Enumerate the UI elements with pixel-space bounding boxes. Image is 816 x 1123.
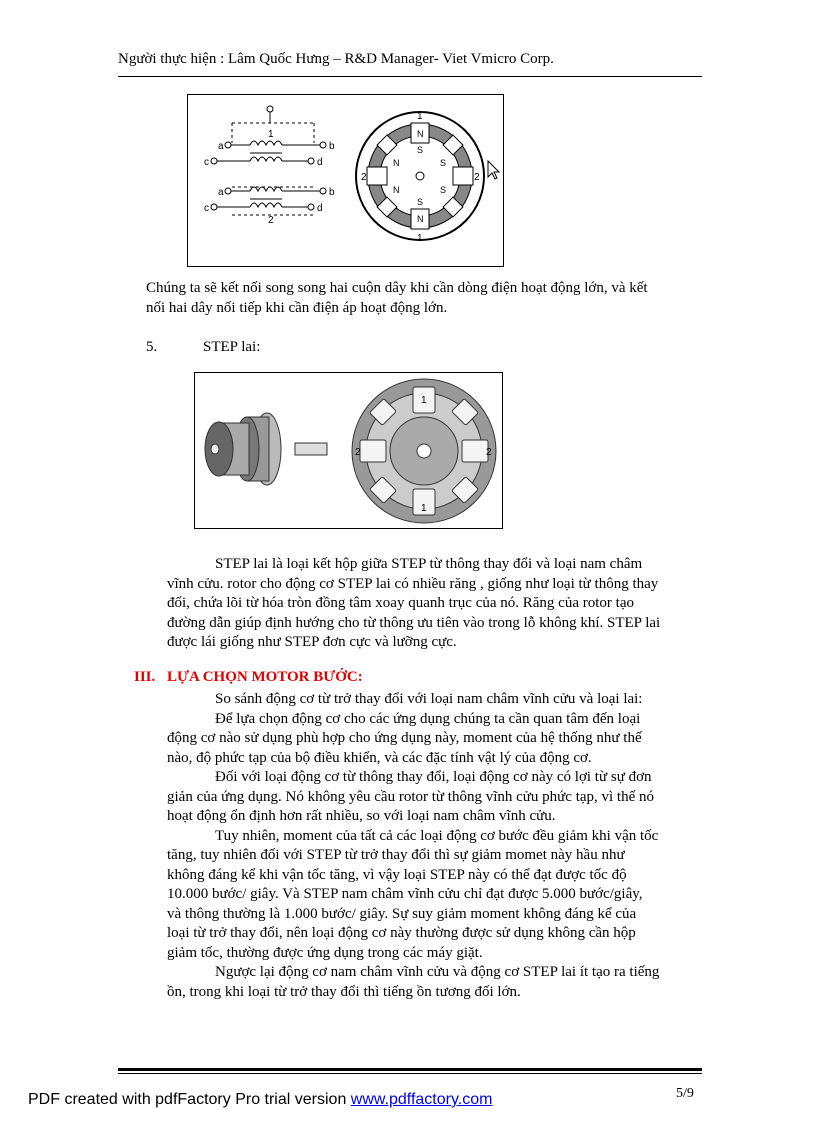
coil-label: a [218,187,224,198]
coil-label: 1 [268,129,274,140]
footer-rule-thin [118,1073,702,1074]
pdf-creator-note: PDF created with pdfFactory Pro trial version www.pdffactory.com [28,1091,493,1108]
stator-label: 2 [474,172,480,183]
page-number: 5/9 [676,1086,694,1101]
pole-label: N [417,214,424,224]
stator-illustration [352,379,496,523]
pole-label: S [417,197,424,207]
pole-label: S [440,158,447,168]
coil-label: a [218,141,224,152]
coil-label: c [204,157,209,168]
rotor-illustration [205,413,327,485]
footer-rule [118,1068,702,1071]
pole-label: N [393,158,400,168]
figure-coil-wiring [187,94,504,267]
pole-label: S [417,145,424,155]
page-header: Người thực hiện : Lâm Quốc Hưng – R&D Manager- Viet Vmicro Corp. [118,51,554,67]
section-title: LỰA CHỌN MOTOR BƯỚC: [167,669,363,685]
figure-hybrid-motor [194,372,503,529]
pole-label: S [440,185,447,195]
stator-label: 1 [421,503,427,514]
coil-label: c [204,203,209,214]
list-number: 5. [146,339,158,355]
paragraph-hybrid: STEP lai là loại kết hộp giữa STEP từ thông thay đổi và loại nam châm vĩnh cửu. rotor cho động cơ STEP lai có nhiều răng , giống như loại từ thông thay đổi, chứa lõi từ hóa tròn đồng tâm xoay quanh trục của nó. Răng của rotor tạo đường dẫn giúp định hướng cho từ thông ưu tiên vào trong lỗ không khí. STEP lai được lái giống như STEP đơn cực và lưỡng cực. [167,556,661,650]
stator-label: 2 [355,447,361,458]
coil-label: d [317,203,323,214]
section-number: III. [134,669,156,685]
stator-label: 2 [486,447,492,458]
stator-label: 1 [417,233,423,244]
pole-label: N [417,129,424,139]
stator-label: 1 [417,111,423,122]
stator-diagram [356,111,499,244]
coil-label: b [329,187,335,198]
coil-label: b [329,141,335,152]
list-label: STEP lai: [203,339,261,355]
header-rule [118,76,702,77]
pole-label: N [393,185,400,195]
coil-label: 2 [268,215,274,226]
coil-label: d [317,157,323,168]
stator-label: 2 [361,172,367,183]
stator-label: 1 [421,395,427,406]
paragraph-connection: Chúng ta sẽ kết nối song song hai cuộn dây khi cần dòng điện hoạt động lớn, và kết nối hai dây nối tiếp khi cần điện áp hoạt động lớn. [146,280,648,316]
cursor-icon [488,161,499,179]
coil-labels [204,129,335,226]
paragraph-compare: So sánh động cơ từ trở thay đổi với loại nam châm vĩnh cửu và loại lai: Để lựa chọn động cơ cho các ứng dụng chúng ta cần quan tâm đến loại động cơ nào sử dụng phù hợp cho ứng dụng này, moment của hệ thống như thế nào, độ phức tạp của bộ điều khiển, và các đặc tính vật lý của động cơ. Đối với loại động cơ từ thông thay đổi, loại động cơ này có lợi từ sự đơn giản của ứng dụng. Nó không yêu cầu rotor từ thông vĩnh cửu phức tạp, vì thế nó hoạt động ổn định hơn rất nhiều, so với loại nam châm vĩnh cửu. Tuy nhiên, moment của tất cả các loại động cơ bước đều giảm khi vận tốc tăng, tuy nhiên đối với STEP từ trở thay đổi thì sự giảm momet này hầu như không đáng kể khi vận tốc tăng, vì vậy loại STEP này có thể đạt được tốc độ 10.000 bước/ giây. Và STEP nam châm vĩnh cửu chỉ đạt được 5.000 bước/giây, và thông thường là 1.000 bước/ giây. Sự suy giảm moment không đáng kể của loại từ trở thay đổi, nên loại động cơ này thường được sử dụng không cần hộp giảm tốc, thường được ứng dụng trong các máy giặt. Ngược lại động cơ nam châm vĩnh cửu và động cơ STEP lai ít tạo ra tiếng ồn, trong khi loại từ trở thay đổi thì tiếng ồn tương đối lớn. [167,691,660,1000]
pdffactory-link[interactable]: www.pdffactory.com [350,1091,493,1108]
coil-schematic [211,106,326,215]
